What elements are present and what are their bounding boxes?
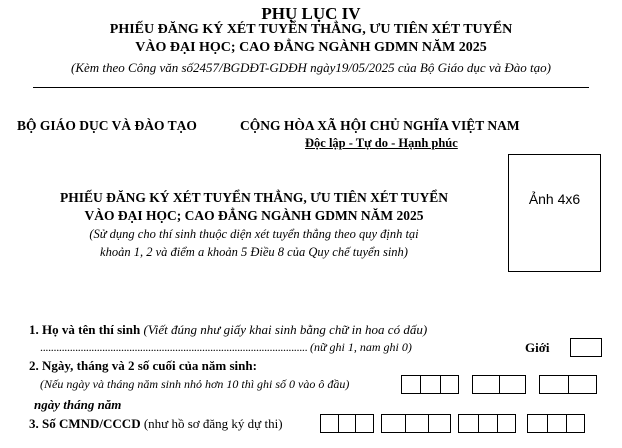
id-hint: (như hồ sơ đăng ký dự thi) bbox=[143, 416, 283, 431]
gender-label: Giới bbox=[525, 340, 550, 355]
id-box-group-3[interactable] bbox=[458, 414, 516, 433]
name-dots: ................................................................................................... bbox=[40, 340, 308, 354]
id-box-group-4[interactable] bbox=[527, 414, 585, 433]
photo-box bbox=[508, 154, 601, 272]
gender-box[interactable] bbox=[570, 338, 602, 357]
header-title-line2: VÀO ĐẠI HỌC; CAO ĐẲNG NGÀNH GDMN NĂM 2025 bbox=[135, 40, 487, 55]
republic-name: CỘNG HÒA XÃ HỘI CHỦ NGHĨA VIỆT NAM bbox=[240, 118, 520, 133]
appendix-title: PHỤ LỤC IV bbox=[261, 4, 361, 23]
dob-month-box[interactable] bbox=[472, 375, 526, 394]
dob-caption: ngày tháng năm bbox=[34, 397, 122, 412]
gender-hint: (nữ ghi 1, nam ghi 0) bbox=[310, 340, 412, 354]
dob-year-box[interactable] bbox=[539, 375, 597, 394]
id-field-row bbox=[29, 416, 283, 432]
id-box-group-1[interactable] bbox=[320, 414, 374, 433]
form-title-line2: VÀO ĐẠI HỌC; CAO ĐẲNG NGÀNH GDMN NĂM 2025 bbox=[84, 208, 424, 223]
name-input-line[interactable] bbox=[40, 340, 412, 355]
dob-label: 2. Ngày, tháng và 2 số cuối của năm sinh: bbox=[29, 358, 257, 373]
header-divider bbox=[33, 87, 589, 88]
id-label: 3. Số CMND/CCCD bbox=[29, 416, 141, 431]
name-label: 1. Họ và tên thí sinh bbox=[29, 322, 141, 337]
id-box-group-2[interactable] bbox=[381, 414, 451, 433]
usage-note-line1: (Sử dụng cho thí sinh thuộc diện xét tuyển thẳng theo quy định tại bbox=[89, 227, 419, 241]
reference-note: (Kèm theo Công văn số2457/BGDĐT-GDĐH ngày19/05/2025 của Bộ Giáo dục và Đào tạo) bbox=[71, 60, 551, 75]
dob-day-box[interactable] bbox=[401, 375, 459, 394]
name-hint: (Viết đúng như giấy khai sinh bằng chữ in hoa có dấu) bbox=[143, 322, 428, 337]
header-title-line1: PHIẾU ĐĂNG KÝ XÉT TUYỂN THẲNG, ƯU TIÊN XÉT TUYỂN bbox=[109, 22, 513, 37]
name-field-row bbox=[29, 322, 427, 338]
ministry-name: BỘ GIÁO DỤC VÀ ĐÀO TẠO bbox=[17, 118, 197, 133]
national-motto: Độc lập - Tự do - Hạnh phúc bbox=[305, 136, 458, 150]
usage-note-line2: khoản 1, 2 và điểm a khoản 5 Điều 8 của Quy chế tuyển sinh) bbox=[100, 245, 408, 259]
dob-hint: (Nếu ngày và tháng năm sinh nhỏ hơn 10 thì ghi số 0 vào ô đầu) bbox=[40, 377, 350, 391]
photo-label: Ảnh 4x6 bbox=[528, 191, 581, 207]
form-title-line1: PHIẾU ĐĂNG KÝ XÉT TUYỂN THẲNG, ƯU TIÊN XÉT TUYỂN bbox=[59, 190, 449, 205]
